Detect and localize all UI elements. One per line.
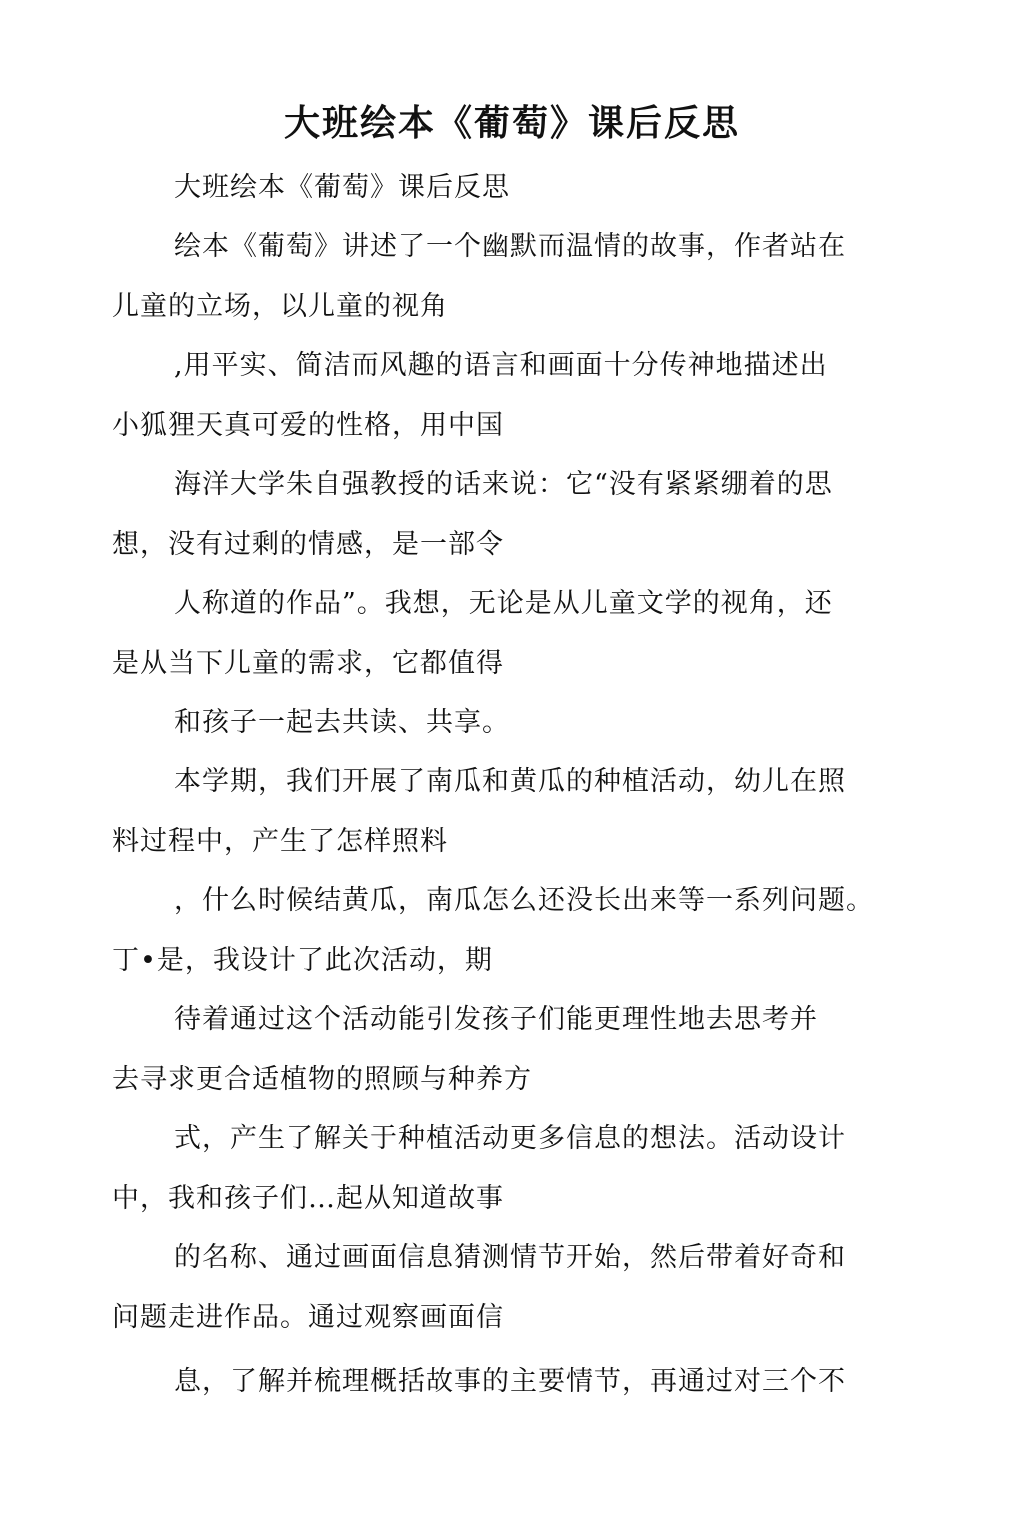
text-line: 儿童的立场，以儿童的视角 xyxy=(112,291,448,322)
text-line: 和孩子一起去共读、共享。 xyxy=(174,707,510,738)
text-line: 大班绘本《葡萄》课后反思 xyxy=(174,172,510,203)
text-line: 待着通过这个活动能引发孩子们能更理性地去思考并 xyxy=(174,1004,818,1035)
text-line: 是从当下儿童的需求，它都值得 xyxy=(112,648,504,679)
text-line: ，什么时候结黄瓜，南瓜怎么还没长出来等一系列问题。 xyxy=(174,885,874,916)
text-line: 问题走进作品。通过观察画面信 xyxy=(112,1302,504,1333)
text-line: 海洋大学朱自强教授的话来说：它“没有紧紧绷着的思 xyxy=(174,469,833,500)
text-line: 本学期，我们开展了南瓜和黄瓜的种植活动，幼儿在照 xyxy=(174,766,846,797)
text-line: 丁•是，我设计了此次活动，期 xyxy=(112,945,493,976)
text-line: ,用平实、简洁而风趣的语言和画面十分传神地描述出 xyxy=(174,350,828,381)
text-line: 想，没有过剩的情感，是一部令 xyxy=(112,529,504,560)
text-line: 料过程中，产生了怎样照料 xyxy=(112,826,448,857)
text-line: 式，产生了解关于种植活动更多信息的想法。活动设计 xyxy=(174,1123,846,1154)
text-line: 的名称、通过画面信息猜测情节开始，然后带着好奇和 xyxy=(174,1242,846,1273)
text-line: 息，了解并梳理概括故事的主要情节，再通过对三个不 xyxy=(174,1366,846,1397)
text-line: 中，我和孩子们…起从知道故事 xyxy=(112,1183,504,1214)
text-line: 小狐狸天真可爱的性格，用中国 xyxy=(112,410,504,441)
text-line: 人称道的作品”。我想，无论是从儿童文学的视角，还 xyxy=(174,588,833,619)
document-title: 大班绘本《葡萄》课后反思 xyxy=(283,103,740,144)
text-line: 绘本《葡萄》讲述了一个幽默而温情的故事，作者站在 xyxy=(174,231,846,262)
text-line: 去寻求更合适植物的照顾与种养方 xyxy=(112,1064,532,1095)
